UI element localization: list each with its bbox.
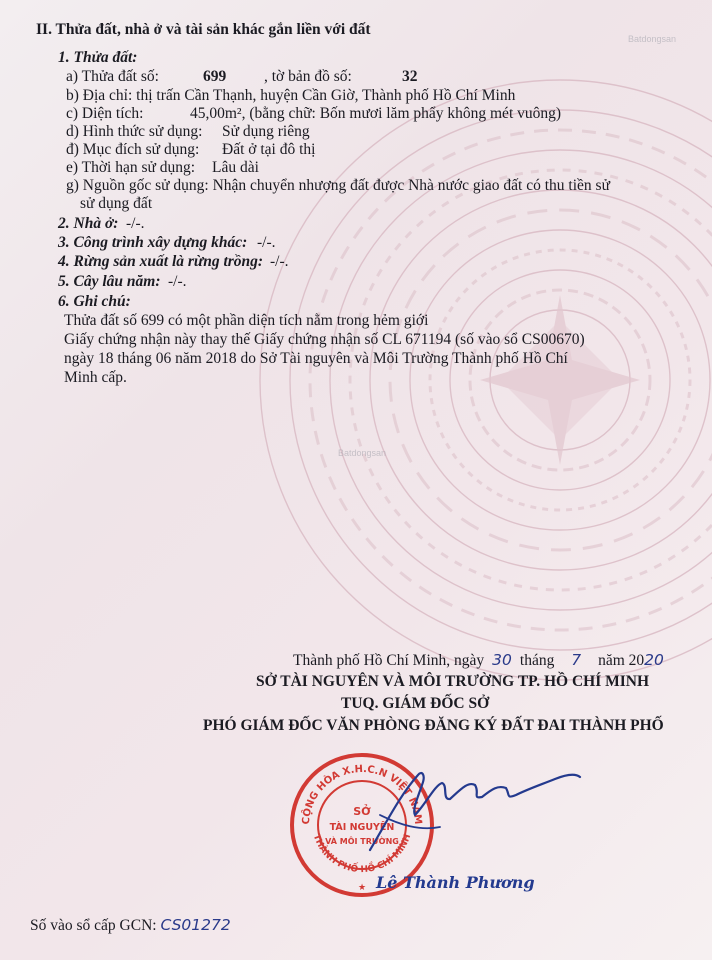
watermark: Batdongsan (628, 34, 677, 44)
svg-text:SỞ: SỞ (353, 805, 371, 818)
house-label: 2. Nhà ở: (58, 215, 119, 232)
other-works-label: 3. Công trình xây dựng khác: (58, 234, 248, 251)
usage-term-label: e) Thời hạn sử dụng: (66, 159, 196, 176)
trees-value: -/-. (168, 273, 187, 290)
date-prefix: Thành phố Hồ Chí Minh, ngày (293, 652, 485, 669)
watermark: Batdongsan (338, 448, 387, 458)
signer-name: Lê Thành Phương (376, 873, 535, 892)
date-year-suffix: 20 (644, 651, 664, 669)
svg-text:TÀI NGUYÊN: TÀI NGUYÊN (329, 822, 395, 833)
registry-label: Số vào sổ cấp GCN: (30, 917, 157, 934)
usage-form-label: d) Hình thức sử dụng: (66, 123, 203, 140)
map-sheet-label: , tờ bản đồ số: (264, 68, 352, 85)
usage-form-value: Sử dụng riêng (222, 123, 310, 140)
address-line: b) Địa chỉ: thị trấn Cần Thạnh, huyện Cần Giờ, Thành phố Hồ Chí Minh (66, 87, 516, 104)
other-works-value: -/-. (257, 234, 276, 251)
authority-line-2: TUQ. GIÁM ĐỐC SỞ (341, 695, 490, 712)
date-month-label: tháng (519, 652, 555, 669)
svg-text:VÀ MÔI TRƯỜNG: VÀ MÔI TRƯỜNG (325, 837, 399, 846)
note-line: Minh cấp. (64, 369, 127, 386)
notes-label: 6. Ghi chú: (58, 293, 131, 310)
origin-line-2: sử dụng đất (80, 195, 153, 212)
area-label: c) Diện tích: (66, 105, 144, 122)
svg-text:THÀNH PHỐ HỒ CHÍ MINH: THÀNH PHỐ HỒ CHÍ MINH (310, 832, 414, 876)
date-year-label: năm 20 (598, 652, 645, 669)
note-line: ngày 18 tháng 06 năm 2018 do Sở Tài nguyên và Môi Trường Thành phố Hồ Chí (64, 350, 568, 367)
date-line (293, 651, 664, 670)
forest-label: 4. Rừng sản xuất là rừng trồng: (58, 253, 264, 270)
usage-purpose-value: Đất ở tại đô thị (222, 141, 316, 158)
svg-text:★: ★ (357, 882, 367, 892)
note-line: Giấy chứng nhận này thay thế Giấy chứng nhận số CL 671194 (số vào sổ CS00670) (64, 331, 585, 348)
date-day: 30 (492, 651, 512, 669)
usage-purpose-label: đ) Mục đích sử dụng: (66, 141, 200, 158)
signature (330, 755, 590, 855)
house-value: -/-. (126, 215, 145, 232)
area-value: 45,00m², (bằng chữ: Bốn mươi lăm phẩy không mét vuông) (190, 105, 562, 122)
trees-label: 5. Cây lâu năm: (58, 273, 161, 290)
origin-line-1: g) Nguồn gốc sử dụng: Nhận chuyển nhượng đất được Nhà nước giao đất có thu tiền sử (66, 177, 610, 194)
registry-value: CS01272 (160, 916, 231, 934)
section-title: II. Thửa đất, nhà ở và tài sản khác gắn liền với đất (36, 21, 371, 38)
authority-line-1: SỞ TÀI NGUYÊN VÀ MÔI TRƯỜNG TP. HỒ CHÍ MINH (256, 673, 650, 690)
svg-text:CỘNG HÒA X.H.C.N VIỆT NAM: CỘNG HÒA X.H.C.N VIỆT NAM (300, 763, 424, 825)
registry-line (30, 916, 231, 935)
parcel-number-label: a) Thửa đất số: (66, 68, 159, 85)
note-line: Thửa đất số 699 có một phần diện tích nằm trong hẻm giới (64, 312, 429, 329)
parcel-number-value: 699 (203, 68, 227, 85)
map-sheet-value: 32 (402, 68, 418, 85)
bronze-drum-background (250, 70, 712, 690)
authority-line-3: PHÓ GIÁM ĐỐC VĂN PHÒNG ĐĂNG KÝ ĐẤT ĐAI THÀNH PHỐ (203, 717, 664, 734)
forest-value: -/-. (270, 253, 289, 270)
usage-term-value: Lâu dài (212, 159, 259, 176)
land-heading: 1. Thửa đất: (58, 49, 138, 66)
date-month: 7 (571, 651, 582, 669)
